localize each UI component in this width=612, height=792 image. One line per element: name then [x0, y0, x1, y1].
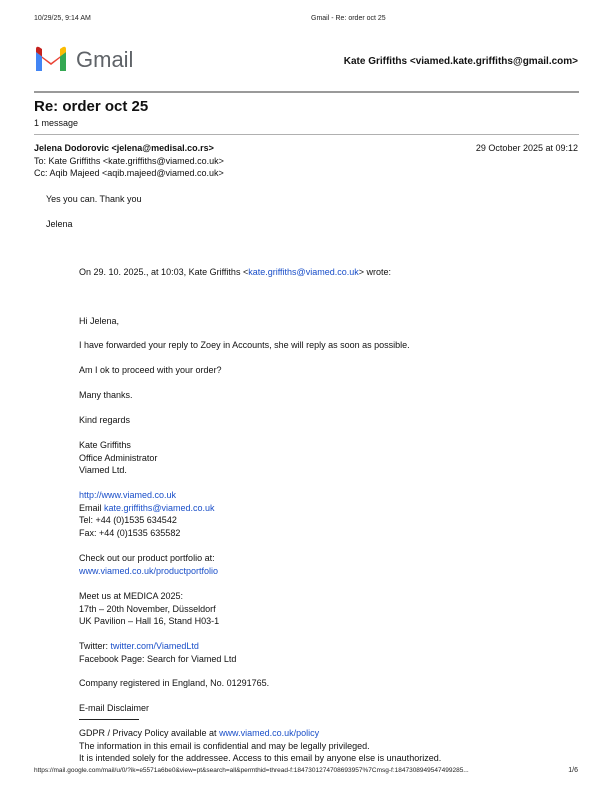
account-name: Kate Griffiths <viamed.kate.griffiths@gmail.com> — [343, 56, 578, 67]
signature-name: Kate Griffiths — [79, 440, 131, 450]
recipient-to: To: Kate Griffiths <kate.griffiths@viamed.co.uk> — [34, 156, 224, 166]
gmail-wordmark: Gmail — [76, 47, 134, 72]
confidential-line-1: The information in this email is confidential and may be legally privileged. — [79, 740, 370, 751]
message-date: 29 October 2025 at 09:12 — [475, 143, 578, 153]
gdpr-link[interactable]: www.viamed.co.uk/policy — [219, 728, 320, 738]
print-page-title: Gmail - Re: order oct 25 — [311, 15, 386, 22]
quote-intro-prefix: On 29. 10. 2025., at 10:03, Kate Griffiths < — [79, 267, 249, 277]
disclaimer-block — [79, 727, 441, 765]
subject-divider — [34, 134, 579, 135]
reply-text: Yes you can. Thank you — [46, 194, 142, 204]
message-count: 1 message — [34, 118, 79, 128]
email-link[interactable]: kate.griffiths@viamed.co.uk — [104, 502, 215, 513]
portfolio-link[interactable]: www.viamed.co.uk/productportfolio — [79, 565, 219, 576]
signature-company: Viamed Ltd. — [79, 465, 127, 475]
tel-line: Tel: +44 (0)1535 634542 — [79, 515, 177, 525]
fax-line: Fax: +44 (0)1535 635582 — [79, 527, 181, 538]
twitter-link[interactable]: twitter.com/ViamedLtd — [110, 641, 199, 651]
gdpr-label: GDPR / Privacy Policy available at — [79, 728, 220, 738]
reply-signature: Jelena — [46, 219, 73, 229]
disclaimer-title: E-mail Disclaimer — [79, 703, 150, 713]
signature-block — [79, 439, 157, 477]
print-url: https://mail.google.com/mail/u/0/?ik=e5571a6be0&view=pt&search=all&permthid=thread-f:1847301274708693957%7Cmsg-f:1847308949547499285... — [34, 767, 469, 774]
quote-paragraph-1: I have forwarded your reply to Zoey in Accounts, she will reply as soon as possible. — [79, 340, 410, 350]
thread-subject: Re: order oct 25 — [34, 98, 149, 115]
medica-line-3: UK Pavilion – Hall 16, Stand H03-1 — [79, 616, 220, 626]
print-datetime: 10/29/25, 9:14 AM — [34, 15, 91, 22]
portfolio-label: Check out our product portfolio at: — [79, 553, 215, 563]
contact-block — [79, 489, 215, 539]
gdpr-line — [79, 727, 441, 740]
facebook-line: Facebook Page: Search for Viamed Ltd — [79, 653, 237, 664]
twitter-label: Twitter: — [79, 641, 111, 651]
disclaimer-rule — [79, 719, 139, 720]
medica-line-1: Meet us at MEDICA 2025: — [79, 591, 184, 601]
sender: Jelena Dodorovic <jelena@medisal.co.rs> — [34, 143, 214, 153]
quote-intro-suffix: > wrote: — [358, 267, 391, 277]
portfolio-block — [79, 552, 218, 577]
website-link[interactable]: http://www.viamed.co.uk — [79, 490, 177, 500]
social-block — [79, 640, 236, 665]
twitter-line — [79, 640, 236, 653]
confidential-line-2: It is intended solely for the addressee. Access to this email by anyone else is unauthorized. — [79, 753, 442, 763]
quote-intro — [79, 267, 391, 277]
email-label: Email — [79, 502, 105, 513]
medica-line-2: 17th – 20th November, Düsseldorf — [79, 603, 216, 614]
gmail-logo-icon — [34, 46, 68, 73]
company-registration: Company registered in England, No. 01291765. — [79, 678, 270, 688]
email-line — [79, 502, 215, 515]
recipient-cc: Cc: Aqib Majeed <aqib.majeed@viamed.co.uk> — [34, 168, 224, 178]
quote-intro-email-link[interactable]: kate.griffiths@viamed.co.uk — [248, 267, 359, 277]
quote-greeting: Hi Jelena, — [79, 316, 120, 326]
quote-paragraph-4: Kind regards — [79, 415, 131, 425]
signature-role: Office Administrator — [79, 452, 158, 463]
quote-paragraph-2: Am I ok to proceed with your order? — [79, 365, 222, 375]
print-page-number: 1/6 — [568, 767, 578, 774]
quote-paragraph-3: Many thanks. — [79, 390, 133, 400]
header-divider — [34, 91, 579, 93]
medica-block — [79, 590, 219, 628]
